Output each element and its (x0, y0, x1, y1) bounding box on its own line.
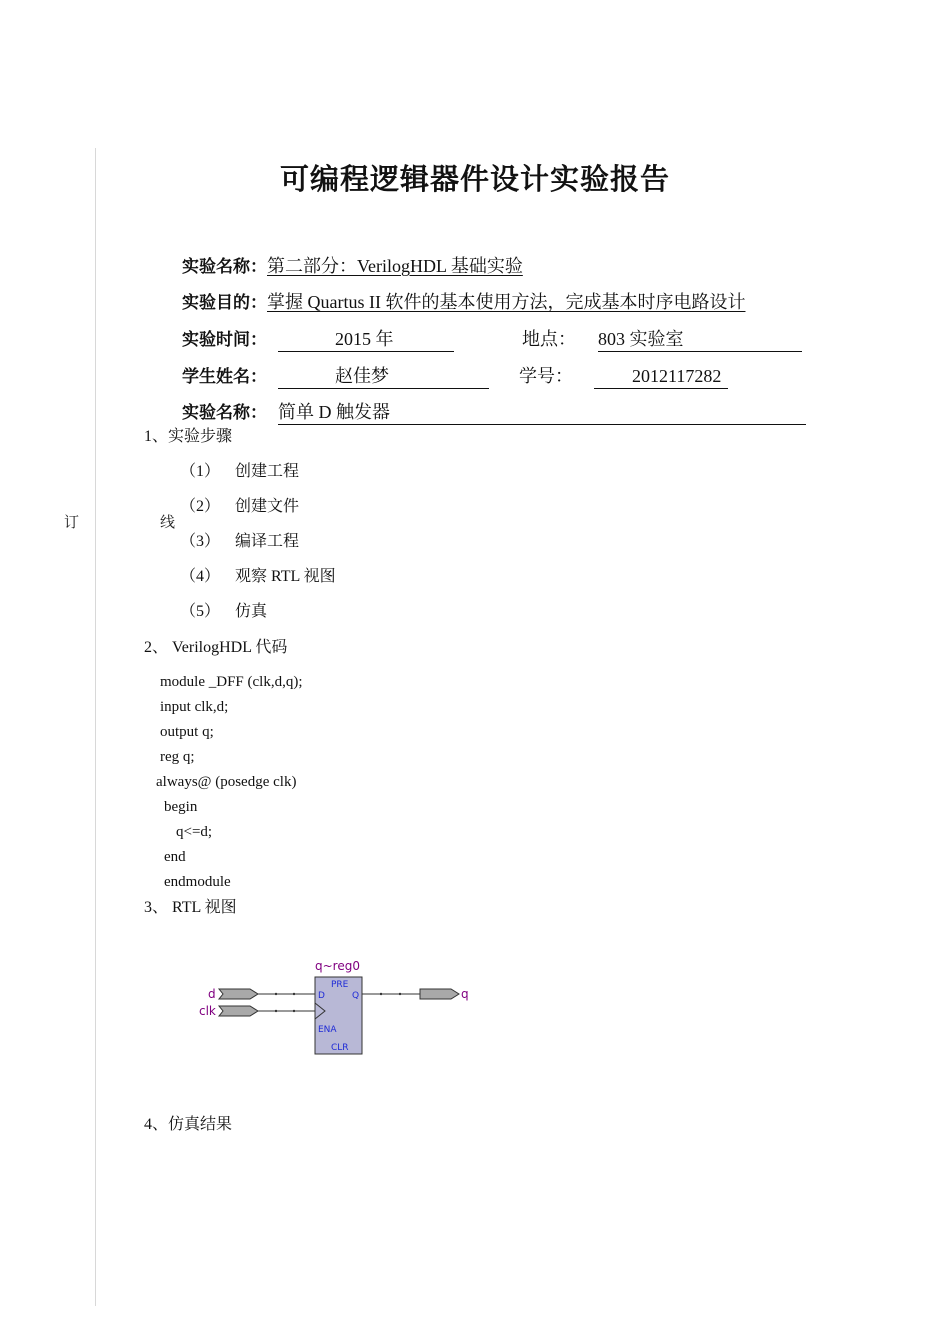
code-line: module _DFF (clk,d,q); (160, 674, 303, 690)
binding-line (95, 148, 96, 1306)
experiment-name2-value: 简单 D 触发器 (278, 402, 390, 422)
section-rtl-heading: 3、 RTL 视图 (144, 899, 237, 916)
info-row-student-label (182, 364, 267, 389)
student-id-field (594, 364, 728, 389)
info-row-purpose (182, 290, 745, 315)
margin-ding: 订 (64, 515, 80, 531)
student-id-label: 学号： (519, 366, 573, 386)
code-line: endmodule (164, 874, 231, 890)
code-line: begin (164, 799, 198, 815)
rtl-diagram (190, 952, 490, 1067)
section-sim-heading: 4、仿真结果 (144, 1116, 233, 1133)
code-line: output q; (160, 724, 214, 740)
rtl-output-q-label: q (461, 987, 469, 1001)
rtl-output-q-port (420, 989, 459, 999)
code-line: input clk,d; (160, 699, 229, 715)
rtl-pin-pre: PRE (331, 980, 349, 990)
info-row-time-label (182, 327, 267, 352)
rtl-pin-d: D (318, 991, 325, 1001)
experiment-name2-field (278, 400, 806, 425)
step-item: （2） 创建文件 (180, 498, 300, 515)
step-item: （5） 仿真 (180, 603, 268, 620)
experiment-time-value: 2015 年 (335, 329, 394, 349)
info-row-name (182, 254, 523, 279)
code-line: reg q; (160, 749, 195, 765)
margin-xian: 线 (160, 515, 176, 531)
experiment-time-label: 实验时间： (182, 330, 267, 350)
student-id-value: 2012117282 (632, 366, 722, 386)
step-item: （4） 观察 RTL 视图 (180, 568, 336, 585)
rtl-reg-name: q~reg0 (315, 959, 360, 973)
step-item: （1） 创建工程 (180, 463, 300, 480)
student-name-value: 赵佳梦 (335, 366, 389, 386)
code-line: end (164, 849, 186, 865)
experiment-name-label: 实验名称： (182, 257, 267, 277)
student-name-label: 学生姓名： (182, 367, 267, 387)
step-item: （3） 编译工程 (180, 533, 300, 550)
experiment-name2-label: 实验名称： (182, 403, 267, 423)
code-line: always@ (posedge clk) (156, 774, 297, 790)
experiment-name-value: 第二部分：VerilogHDL 基础实验 (267, 256, 523, 276)
rtl-input-d-label: d (208, 987, 216, 1001)
experiment-time-field (278, 327, 454, 352)
location-field (598, 327, 802, 352)
rtl-pin-ena: ENA (318, 1025, 337, 1035)
page-title: 可编程逻辑器件设计实验报告 (279, 162, 670, 196)
rtl-input-d-port (219, 989, 258, 999)
code-line: q<=d; (176, 824, 213, 840)
rtl-input-clk-port (219, 1006, 258, 1016)
rtl-pin-clr: CLR (331, 1043, 349, 1053)
rtl-input-clk-label: clk (199, 1004, 216, 1018)
experiment-purpose-label: 实验目的： (182, 293, 267, 313)
section-code-heading: 2、 VerilogHDL 代码 (144, 639, 288, 656)
info-row-name2-label (182, 400, 267, 425)
student-name-field (278, 364, 489, 389)
location-label: 地点： (522, 329, 576, 349)
location-value: 803 实验室 (598, 329, 684, 349)
experiment-purpose-value: 掌握 Quartus II 软件的基本使用方法，完成基本时序电路设计 (267, 292, 746, 312)
rtl-pin-q: Q (352, 991, 360, 1001)
section-steps-heading: 1、实验步骤 (144, 428, 233, 445)
